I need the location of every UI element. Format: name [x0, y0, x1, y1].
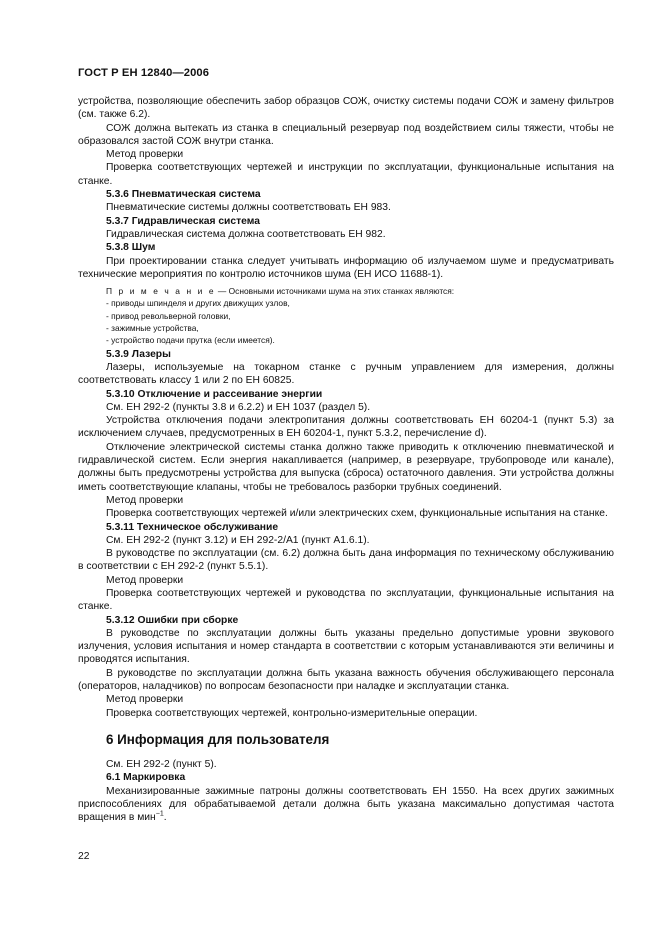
section-heading-5-3-6: 5.3.6 Пневматическая система	[106, 189, 261, 201]
note-label: П р и м е ч а н и е	[106, 286, 216, 297]
page-number: 22	[78, 851, 90, 862]
paragraph: Проверка соответствующих чертежей и/или электрических схем, функциональные испытания на станке.	[106, 508, 608, 520]
standard-header: ГОСТ Р ЕН 12840—2006	[78, 67, 210, 79]
paragraph: В руководстве по эксплуатации должна быть указана важность обучения обслуживающего персонала (операторов, наладчиков) по вопросам безопасности при наладке и эксплуатации станка.	[78, 667, 614, 693]
section-heading-5-3-9: 5.3.9 Лазеры	[106, 348, 171, 360]
section-heading-6-1: 6.1 Маркировка	[106, 772, 186, 784]
paragraph: СОЖ должна вытекать из станка в специальный резервуар под воздействием силы тяжести, чтобы не образовался застой СОЖ внутри станка.	[78, 122, 614, 147]
section-heading-5-3-10: 5.3.10 Отключение и рассеивание энергии	[106, 388, 323, 400]
document-body	[78, 95, 614, 824]
note-list-item: - привод револьверной головки,	[106, 310, 231, 321]
paragraph: Лазеры, используемые на токарном станке с ручным управлением для измерения, должны соответствовать классу 1 или 2 по ЕН 60825.	[78, 361, 614, 387]
paragraph: Устройства отключения подачи электропитания должны соответствовать ЕН 60204-1 (пункт 5.3) за исключением случаев, предусмотренных в ЕН 60204-1, пункт 5.3.2, перечисление d).	[78, 415, 614, 440]
paragraph: Гидравлическая система должна соответствовать ЕН 982.	[106, 228, 386, 240]
paragraph: В руководстве по эксплуатации (см. 6.2) должна быть дана информация по техническому обслуживанию в соответствии с ЕН 292-2 (пункт 5.5.1).	[78, 548, 614, 573]
section-heading-5-3-7: 5.3.7 Гидравлическая система	[106, 215, 260, 227]
paragraph: Проверка соответствующих чертежей и руководства по эксплуатации, функциональные испытания на станке.	[78, 587, 614, 613]
section-heading-5-3-12: 5.3.12 Ошибки при сборке	[106, 614, 239, 626]
paragraph: См. ЕН 292-2 (пункт 3.12) и ЕН 292-2/А1 (пункт А1.6.1).	[106, 534, 370, 546]
paragraph-end: .	[163, 812, 167, 824]
paragraph	[78, 785, 614, 825]
method-label: Метод проверки	[106, 694, 184, 706]
note-list-item: - зажимные устройства,	[106, 323, 199, 334]
note-text: — Основными источниками шума на этих станках являются:	[215, 286, 455, 297]
paragraph: устройства, позволяющие обеспечить забор образцов СОЖ, очистку системы подачи СОЖ и замену фильтров (см. также 6.2).	[78, 96, 614, 121]
section-heading-6: 6 Информация для пользователя	[106, 731, 330, 747]
note-block	[78, 285, 614, 346]
superscript: −1	[155, 810, 164, 818]
paragraph-text: Механизированные зажимные патроны должны соответствовать ЕН 1550. На всех других зажимных приспособлениях для обрабатываемой детали должна быть указана максимально допустимая частота вращения в мин	[78, 785, 614, 824]
section-heading-5-3-11: 5.3.11 Техническое обслуживание	[106, 521, 279, 533]
paragraph: См. ЕН 292-2 (пункт 5).	[106, 758, 217, 770]
paragraph: При проектировании станка следует учитывать информацию об излучаемом шуме и предусматривать технические мероприятия по контролю источников шума (ЕН ИСО 11688-1).	[78, 255, 614, 280]
method-label: Метод проверки	[106, 494, 184, 506]
paragraph: Отключение электрической системы станка должно также приводить к отключению пневматической и гидравлической систем. Если энергия накапливается (например, в резервуаре, трубопроводе или канале), должны быть предусмотрены устройства для выпуска (сброса) остаточного давления. Эти устройства должны иметь соответствующие клапаны, чтобы не требовалось разборки трубных соединений.	[78, 441, 614, 493]
note-list-item: - приводы шпинделя и других движущих узлов,	[106, 298, 290, 309]
paragraph: Пневматические системы должны соответствовать ЕН 983.	[106, 202, 391, 214]
section-heading-5-3-8: 5.3.8 Шум	[106, 242, 156, 254]
note-list-item: - устройство подачи прутка (если имеется).	[106, 335, 275, 346]
paragraph: Проверка соответствующих чертежей и инструкции по эксплуатации, функциональные испытания на станке.	[78, 162, 614, 187]
paragraph: В руководстве по эксплуатации должны быть указаны предельно допустимые уровни звукового излучения, условия испытания и номер стандарта в соответствии с которым устанавливаются эти величины и проводятся испытания.	[78, 627, 614, 666]
paragraph: См. ЕН 292-2 (пункты 3.8 и 6.2.2) и ЕН 1037 (раздел 5).	[106, 401, 371, 413]
method-label: Метод проверки	[106, 574, 184, 586]
method-label: Метод проверки	[106, 149, 184, 161]
paragraph: Проверка соответствующих чертежей, контрольно-измерительные операции.	[106, 707, 478, 719]
